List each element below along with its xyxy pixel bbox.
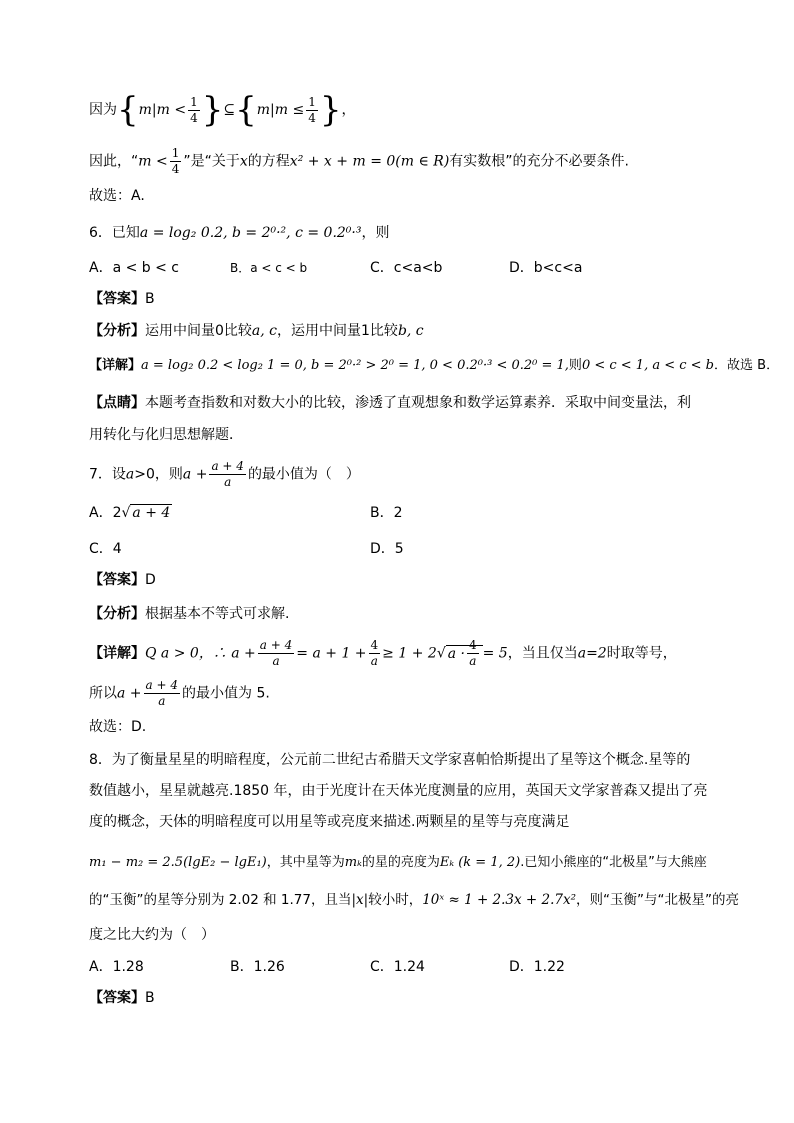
question-6-stem: 6．已知a = log₂ 0.2, b = 2⁰·², c = 0.2⁰·³，则 <box>89 225 390 241</box>
question-8-paragraph: 数值越小，星星就越亮.1850 年，由于光度计在天体光度测量的应用，英国天文学家普森又提出了亮 <box>89 783 708 799</box>
expression: a = log₂ 0.2, b = 2⁰·², c = 0.2⁰·³ <box>139 225 362 241</box>
analysis-tag: 【分析】 <box>89 323 145 339</box>
set-expression: m|m < <box>138 102 187 118</box>
comment-tag: 【点睛】 <box>89 395 145 411</box>
answer-line: 【答案】B <box>89 990 155 1006</box>
option-d: D．b<c<a <box>509 260 583 276</box>
option-a: A．1.28 <box>89 959 144 975</box>
answer-choice-line: 故选：D. <box>89 719 147 735</box>
denominator: 4 <box>190 110 198 125</box>
detail-line: 【详解】Q a > 0，∴ a + $\frac{a + 4}{a}$ = a + 1 + $\frac{4}{a}$ ≥ 1 + 2√ a · $\frac{4}{a}$ = 5，当且仅当a=2时取等号， <box>89 638 677 668</box>
answer-line: 【答案】D <box>89 572 156 588</box>
option-b: B．a < c < b <box>230 261 308 275</box>
detail-tag: 【详解】 <box>89 358 142 373</box>
option-a: A．a < b < c <box>89 260 180 276</box>
option-b: B．2 <box>370 505 403 521</box>
option-d: D．1.22 <box>509 959 565 975</box>
question-8-condition-line: 的“玉衡”的星等分别为 2.02 和 1.77，且当|x|较小时，10ˣ ≈ 1 + 2.3x + 2.7x²，则“玉衡”与“北极星”的亮 <box>89 892 740 908</box>
comment-line: 【点睛】本题考查指数和对数大小的比较，渗透了直观想象和数学运算素养．采取中间变量法，利 <box>89 395 691 411</box>
set-expression: m|m ≤ <box>256 102 305 118</box>
answer-choice-line: 故选：A. <box>89 188 145 204</box>
option-b: B．1.26 <box>230 959 285 975</box>
question-8-paragraph: 度之比大约为（ ） <box>89 927 215 943</box>
answer-line: 【答案】B <box>89 291 155 307</box>
option-c: C．1.24 <box>370 959 425 975</box>
option-d: D．5 <box>370 541 404 557</box>
conclusion-line: 因此，“m < $\frac{1}{4}$ ”是“关于x的方程x² + x + m = 0(m ∈ R)有实数根”的充分不必要条件. <box>89 146 629 176</box>
subset-symbol: ⊆ <box>223 102 236 118</box>
option-c: C．c<a<b <box>370 260 443 276</box>
equation: x² + x + m = 0(m ∈ R) <box>289 153 450 170</box>
detail-line: 【详解】a = log₂ 0.2 < log₂ 1 = 0, b = 2⁰·² > 2⁰ = 1, 0 < 0.2⁰·³ < 0.2⁰ = 1,则0 < c < 1, a < c < b．故选 B． <box>89 358 780 373</box>
analysis-line: 【分析】运用中间量0比较a, c，运用中间量1比较b, c <box>89 323 424 339</box>
set-inclusion-line: 因为{m|m < $\frac{1}{4}$ }⊆{m|m ≤ $\frac{1}{4}$ }， <box>89 90 356 130</box>
answer-tag: 【答案】 <box>89 990 145 1006</box>
question-7-stem: 7．设a>0，则a + $\frac{a + 4}{a}$ 的最小值为（ ） <box>89 459 360 489</box>
question-8-formula-line: m₁ − m₂ = 2.5(lgE₂ − lgE₁)，其中星等为mₖ的星的亮度为Eₖ (k = 1, 2).已知小熊座的“北极星”与大熊座 <box>89 855 707 870</box>
text: 因为 <box>89 102 117 118</box>
question-8-paragraph: 8．为了衡量星星的明暗程度，公元前二世纪古希腊天文学家喜帕恰斯提出了星等这个概念.星等的 <box>89 752 691 768</box>
detail-tag: 【详解】 <box>89 645 145 662</box>
analysis-tag: 【分析】 <box>89 606 145 622</box>
summary-line: 所以a + $\frac{a + 4}{a}$ 的最小值为 5. <box>89 678 270 708</box>
formula: m₁ − m₂ = 2.5(lgE₂ − lgE₁) <box>89 855 267 870</box>
analysis-line: 【分析】根据基本不等式可求解. <box>89 606 290 622</box>
question-8-paragraph: 度的概念，天体的明暗程度可以用星等或亮度来描述.两颗星的星等与亮度满足 <box>89 814 570 830</box>
numerator: 1 <box>190 94 198 109</box>
comment-line-2: 用转化与化归思想解题． <box>89 427 243 443</box>
option-a: A．2√ a + 4 <box>89 505 171 521</box>
option-c: C．4 <box>89 541 122 557</box>
answer-tag: 【答案】 <box>89 291 145 307</box>
answer-tag: 【答案】 <box>89 572 145 588</box>
